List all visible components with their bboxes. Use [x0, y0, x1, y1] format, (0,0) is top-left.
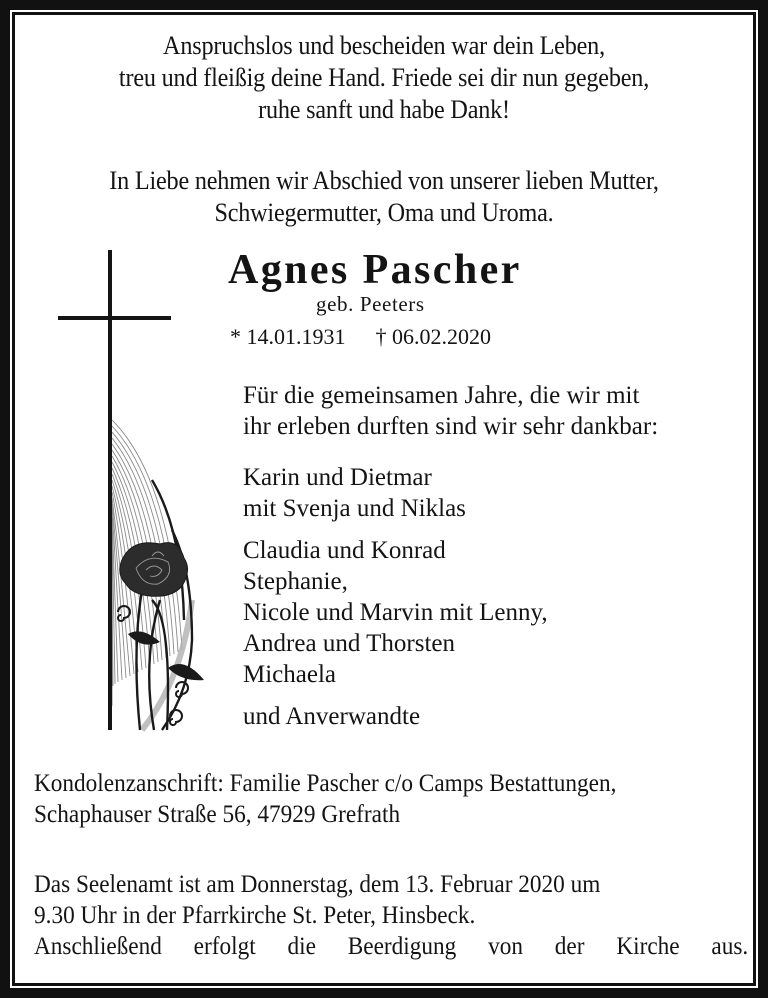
gratitude-line: ihr erleben durften sind wir sehr dankbar: — [243, 413, 659, 440]
verse-line: treu und fleißig deine Hand. Friede sei dir nun gegeben, — [118, 63, 650, 92]
condolence-line: Kondolenzanschrift: Familie Pascher c/o Camps Bestattungen, — [34, 770, 617, 797]
gratitude-line: Für die gemeinsamen Jahre, die wir mit — [243, 382, 640, 409]
mourner-line: mit Svenja und Niklas — [243, 495, 466, 522]
intro-line: Schwiegermutter, Oma und Uroma. — [214, 198, 554, 227]
mourners-closing: und Anverwandte — [243, 703, 421, 730]
intro-line: In Liebe nehmen wir Abschied von unserer lieben Mutter, — [109, 166, 659, 195]
service-line: Das Seelenamt ist am Donnerstag, dem 13. Februar 2020 um — [34, 871, 601, 898]
service-line-text: Anschließend erfolgt die Beerdigung von der Kirche aus. — [34, 933, 749, 960]
birth-star-icon: * — [230, 324, 241, 349]
life-dates — [230, 324, 491, 350]
maiden-name: geb. Peeters — [316, 292, 425, 316]
mourner-line: Karin und Dietmar — [243, 464, 432, 491]
death-dagger-icon: † — [375, 324, 387, 349]
service-line: 9.30 Uhr in der Pfarrkirche St. Peter, Hinsbeck. — [34, 902, 476, 929]
birth-date: 14.01.1931 — [246, 324, 346, 349]
condolence-line: Schaphauser Straße 56, 47929 Grefrath — [34, 801, 401, 828]
death-date: 06.02.2020 — [392, 324, 491, 349]
verse-line: Anspruchslos und bescheiden war dein Leben, — [163, 31, 605, 60]
mourner-line: Michaela — [243, 661, 337, 688]
mourner-line: Claudia und Konrad — [243, 537, 446, 564]
mourner-line: Stephanie, — [243, 568, 348, 595]
mourner-line: Andrea und Thorsten — [243, 630, 455, 657]
mourner-line: Nicole und Marvin mit Lenny, — [243, 599, 548, 626]
verse-line: ruhe sanft und habe Dank! — [258, 95, 510, 124]
deceased-name: Agnes Pascher — [228, 247, 522, 293]
cross-horizontal-bar — [58, 316, 171, 320]
rose-icon — [112, 420, 212, 732]
service-line — [34, 931, 748, 962]
